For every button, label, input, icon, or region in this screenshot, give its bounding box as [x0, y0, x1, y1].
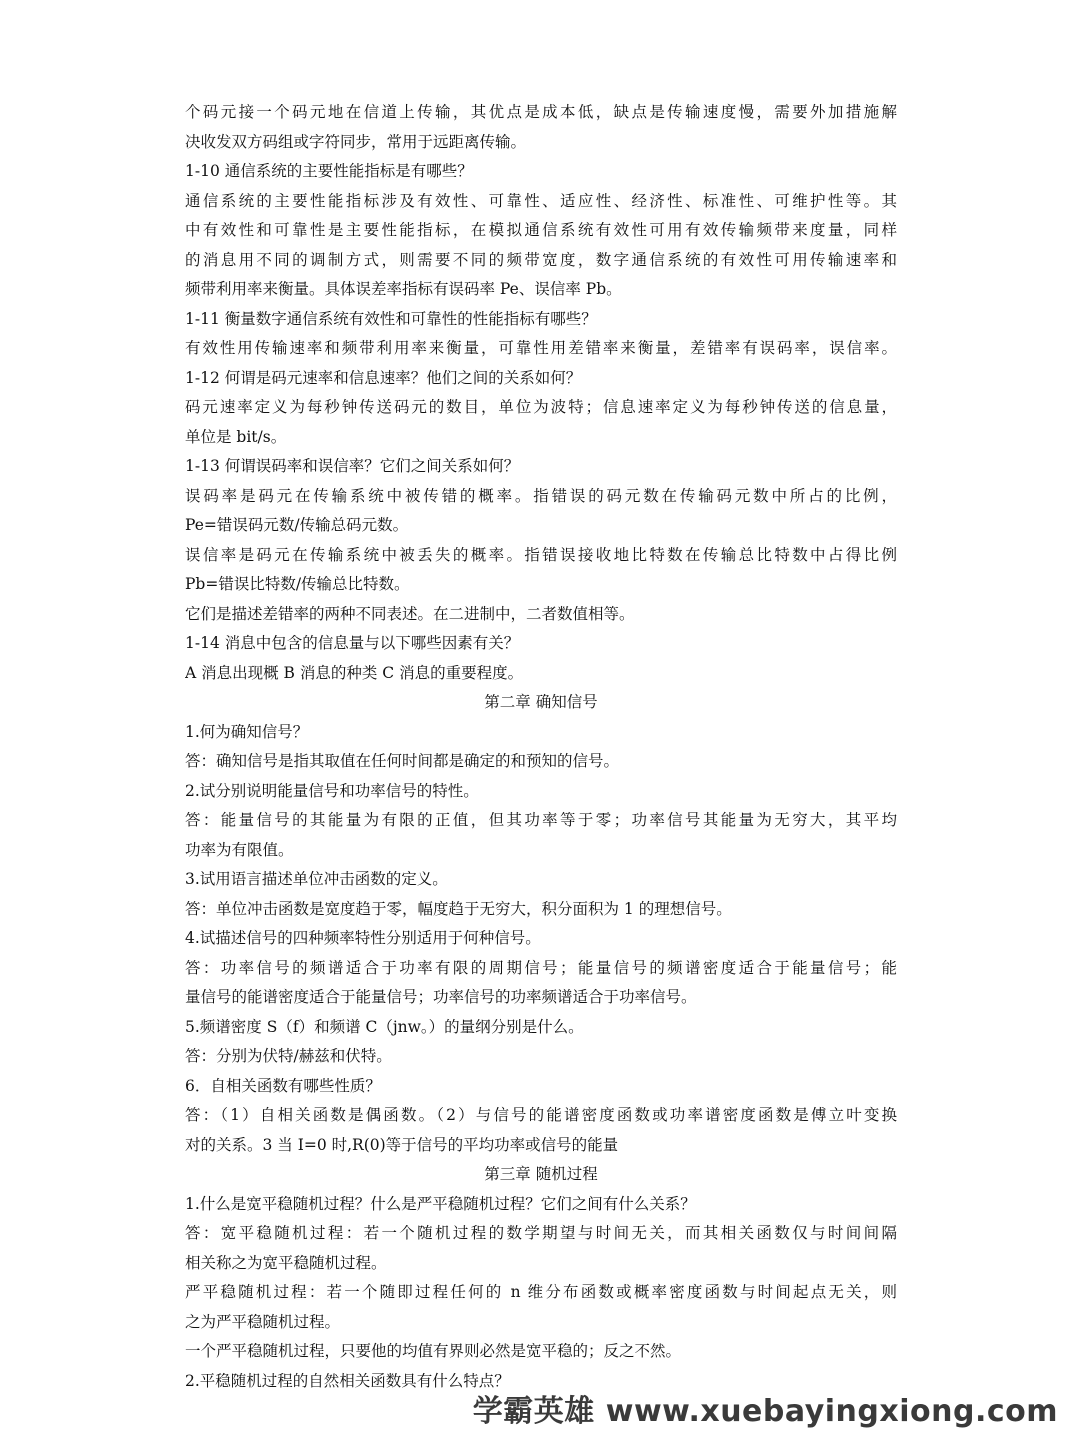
question-heading: 1-11 衡量数字通信系统有效性和可靠性的性能指标有哪些？ — [185, 309, 597, 328]
text-line: 中有效性和可靠性是主要性能指标，在模拟通信系统有效性可用有效传输频带来度量，同样 — [185, 221, 897, 239]
text-line: 答：单位冲击函数是宽度趋于零，幅度趋于无穷大，积分面积为 1 的理想信号。 — [185, 899, 732, 918]
question-heading: 5.频谱密度 S（f）和频谱 C（jnw。）的量纲分别是什么。 — [185, 1017, 584, 1036]
text-line: 答：确知信号是指其取值在任何时间都是确定的和预知的信号。 — [185, 752, 620, 770]
text-line: 一个严平稳随机过程，只要他的均值有界则必然是宽平稳的；反之不然。 — [185, 1342, 682, 1360]
text-line: 误信率是码元在传输系统中被丢失的概率。指错误接收地比特数在传输总比特数中占得比例 — [185, 545, 897, 564]
site-watermark: 学霸英雄 www.xuebayingxiong.com — [472, 1394, 1058, 1429]
text-line: 单位是 bit/s。 — [185, 427, 287, 446]
text-line: 个码元接一个码元地在信道上传输，其优点是成本低，缺点是传输速度慢，需要外加措施解 — [185, 103, 897, 121]
question-heading: 3.试用语言描述单位冲击函数的定义。 — [185, 870, 448, 888]
text-line: Pb=错误比特数/传输总比特数。 — [185, 575, 410, 593]
text-line: 相关称之为宽平稳随机过程。 — [185, 1253, 387, 1272]
text-line: 它们是描述差错率的两种不同表述。在二进制中，二者数值相等。 — [185, 604, 635, 623]
text-line: 答：（1）自相关函数是偶函数。（2）与信号的能谱密度函数或功率谱密度函数是傅立叶变换 — [185, 1106, 897, 1124]
text-line: 对的关系。3 当 I=0 时,R(0)等于信号的平均功率或信号的能量 — [185, 1135, 619, 1154]
question-heading: 2.平稳随机过程的自然相关函数具有什么特点？ — [185, 1371, 510, 1390]
question-heading: 1-10 通信系统的主要性能指标是有哪些？ — [185, 162, 473, 180]
text-line: 严平稳随机过程：若一个随即过程任何的 n 维分布函数或概率密度函数与时间起点无关，则 — [185, 1283, 897, 1301]
text-line: Pe=错误码元数/传输总码元数。 — [185, 516, 409, 534]
text-line: 频带利用率来衡量。具体误差率指标有误码率 Pe、误信率 Pb。 — [185, 280, 622, 298]
text-line: 答：功率信号的频谱适合于功率有限的周期信号；能量信号的频谱密度适合于能量信号；能 — [185, 958, 897, 977]
text-line: 答：能量信号的其能量为有限的正值，但其功率等于零；功率信号其能量为无穷大，其平均 — [185, 811, 897, 829]
question-heading: 1-12 何谓是码元速率和信息速率？他们之间的关系如何？ — [185, 368, 582, 387]
question-heading: 6．自相关函数有哪些性质？ — [185, 1076, 381, 1095]
question-heading: 4.试描述信号的四种频率特性分别适用于何种信号。 — [185, 929, 541, 947]
text-line: 误码率是码元在传输系统中被传错的概率。指错误的码元数在传输码元数中所占的比例， — [185, 486, 897, 505]
text-line: A 消息出现概 B 消息的种类 C 消息的重要程度。 — [185, 663, 524, 682]
text-line: 决收发双方码组或字符同步，常用于远距离传输。 — [185, 132, 527, 151]
text-line: 功率为有限值。 — [185, 840, 294, 859]
question-heading: 1.何为确知信号？ — [185, 722, 309, 741]
text-line: 有效性用传输速率和频带利用率来衡量，可靠性用差错率来衡量，差错率有误码率，误信率。 — [185, 339, 897, 357]
question-heading: 2.试分别说明能量信号和功率信号的特性。 — [185, 781, 479, 800]
text-line: 答：宽平稳随机过程：若一个随机过程的数学期望与时间无关，而其相关函数仅与时间间隔 — [185, 1224, 897, 1242]
text-line: 通信系统的主要性能指标涉及有效性、可靠性、适应性、经济性、标准性、可维护性等。其 — [185, 191, 897, 210]
text-line: 之为严平稳随机过程。 — [185, 1312, 341, 1331]
text-line: 的消息用不同的调制方式，则需要不同的频带宽度，数字通信系统的有效性可用传输速率和 — [185, 250, 897, 269]
question-heading: 1-14 消息中包含的信息量与以下哪些因素有关？ — [185, 634, 520, 652]
question-heading: 1.什么是宽平稳随机过程？什么是严平稳随机过程？它们之间有什么关系？ — [185, 1194, 696, 1213]
text-line: 量信号的能谱密度适合于能量信号；功率信号的功率频谱适合于功率信号。 — [185, 988, 697, 1006]
text-line: 答：分别为伏特/赫兹和伏特。 — [185, 1047, 392, 1065]
chapter-title: 第三章 随机过程 — [484, 1165, 598, 1183]
text-line: 码元速率定义为每秒钟传送码元的数目，单位为波特；信息速率定义为每秒钟传送的信息量， — [185, 398, 897, 416]
chapter-title: 第二章 确知信号 — [484, 693, 598, 711]
question-heading: 1-13 何谓误码率和误信率？它们之间关系如何？ — [185, 457, 520, 475]
document-body — [185, 98, 897, 1396]
